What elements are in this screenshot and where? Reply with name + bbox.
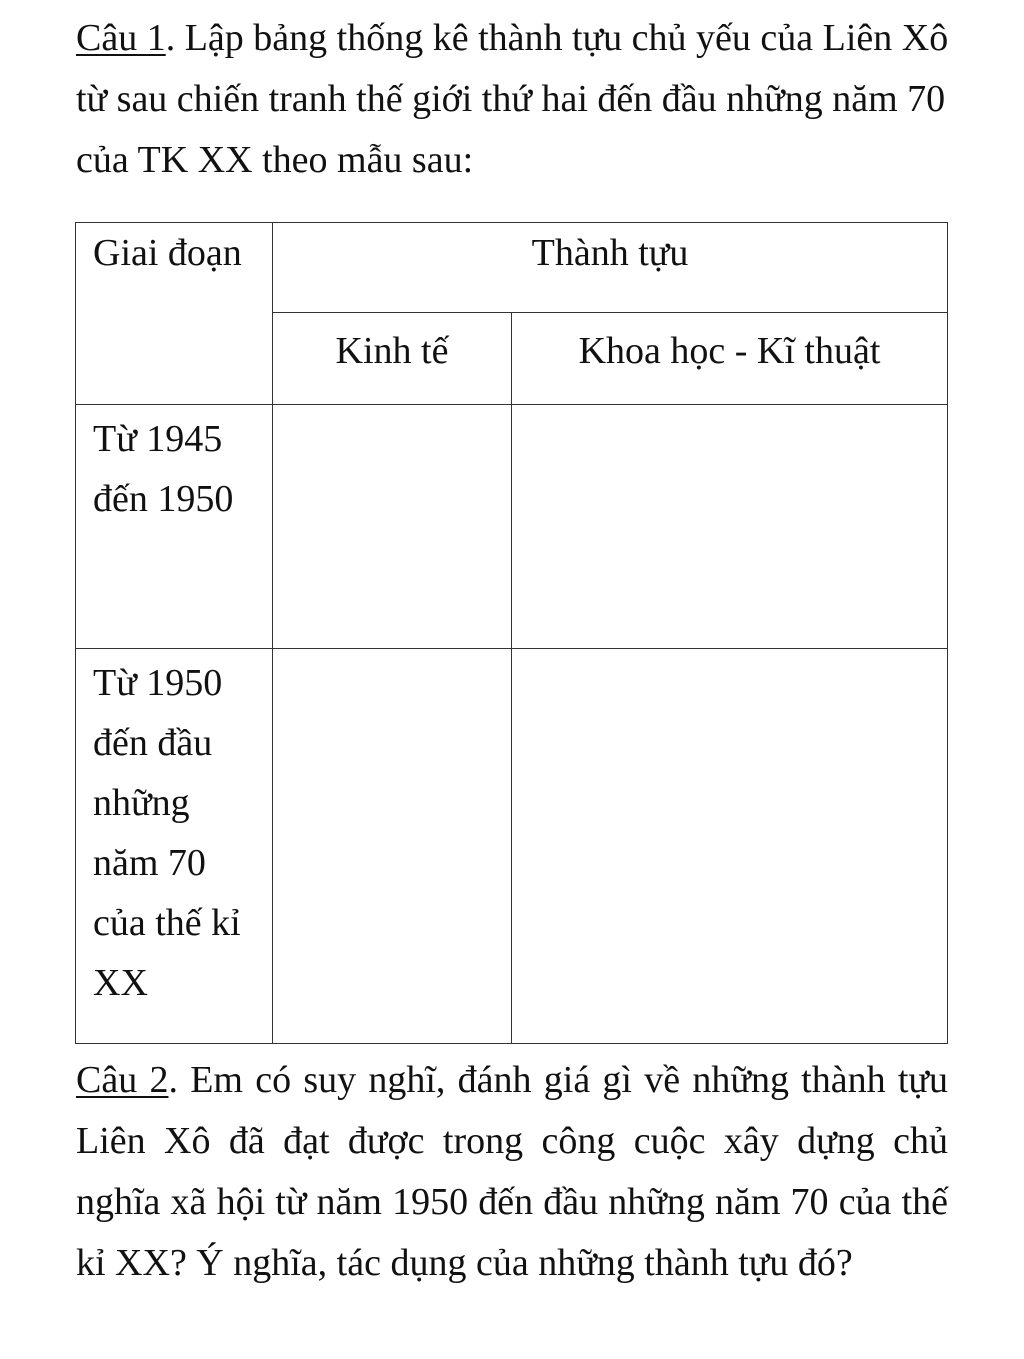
achievements-table xyxy=(75,222,948,1044)
question-2-text: . Em có suy nghĩ, đánh giá gì về những thành tựu Liên Xô đã đạt được trong công cuộc xây dựng chủ nghĩa xã hội từ năm 1950 đến đầu những năm 70 của thế kỉ XX? Ý nghĩa, tác dụng của những thành tựu đó? xyxy=(76,1059,949,1284)
science-cell xyxy=(512,405,948,649)
question-1-text: . Lập bảng thống kê thành tựu chủ yếu của Liên Xô từ sau chiến tranh thế giới thứ hai đến đầu những năm 70 của TK XX theo mẫu sau: xyxy=(76,17,949,181)
header-science: Khoa học - Kĩ thuật xyxy=(512,313,948,405)
table-header-row xyxy=(76,223,948,313)
question-2-label: Câu 2 xyxy=(76,1059,169,1101)
question-1 xyxy=(76,8,956,191)
header-economy: Kinh tế xyxy=(273,313,512,405)
header-period: Giai đoạn xyxy=(76,223,273,405)
science-cell xyxy=(512,649,948,1044)
period-cell xyxy=(76,405,273,649)
economy-cell xyxy=(273,649,512,1044)
period-label: Từ 1945 đến 1950 xyxy=(93,418,234,520)
period-label: Từ 1950 đến đầu những năm 70 của thế kỉ XX xyxy=(93,662,241,1004)
period-cell xyxy=(76,649,273,1044)
question-1-label: Câu 1 xyxy=(76,17,166,59)
economy-cell xyxy=(273,405,512,649)
table-row xyxy=(76,405,948,649)
table-row xyxy=(76,649,948,1044)
question-2 xyxy=(76,1050,948,1294)
header-achievements: Thành tựu xyxy=(273,223,948,313)
